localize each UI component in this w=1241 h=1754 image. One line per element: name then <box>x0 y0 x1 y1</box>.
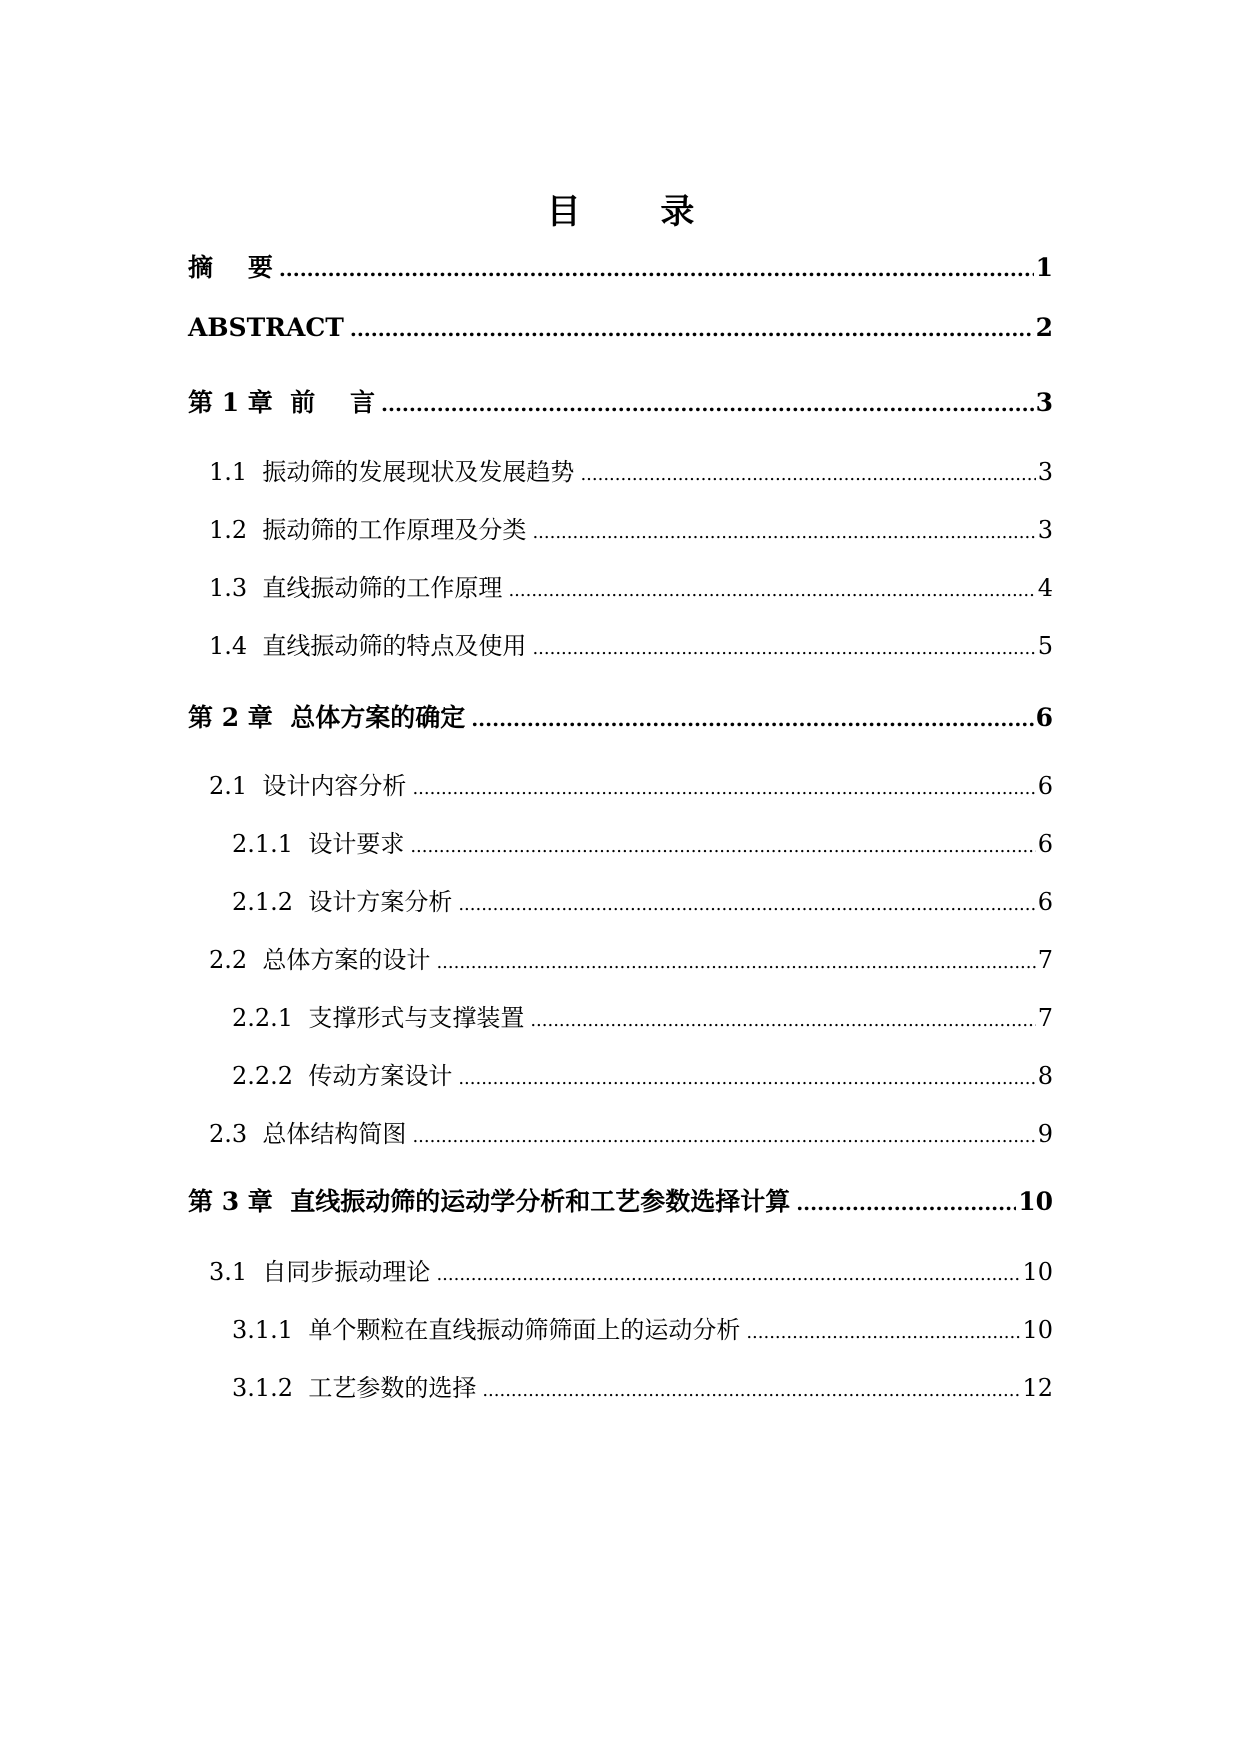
toc-leader-dots <box>436 952 1035 973</box>
toc-page-number: 10 <box>1022 1316 1053 1344</box>
toc-page-number: 10 <box>1018 1187 1053 1216</box>
toc-entry[interactable] <box>209 1252 1053 1287</box>
toc-leader-dots <box>436 1264 1020 1285</box>
toc-page-number: 6 <box>1037 888 1053 916</box>
toc-entry[interactable] <box>232 1056 1053 1091</box>
toc-entry-label: 1.3 直线振动筛的工作原理 <box>209 574 503 602</box>
toc-entry-label: 2.2 总体方案的设计 <box>209 946 431 974</box>
toc-entry-label: 3.1.1 单个颗粒在直线振动筛筛面上的运动分析 <box>232 1316 741 1344</box>
page-title: 目 录 <box>546 192 729 232</box>
toc-entry[interactable] <box>188 313 1053 342</box>
toc-entry-label: 2.1.1 设计要求 <box>232 830 405 858</box>
toc-leader-dots <box>350 317 1034 341</box>
toc-entry-label: 3.1.2 工艺参数的选择 <box>232 1374 477 1402</box>
toc-entry-label: 2.2.2 传动方案设计 <box>232 1062 453 1090</box>
toc-entry[interactable] <box>209 568 1053 603</box>
toc-page-number: 3 <box>1037 458 1053 486</box>
toc-leader-dots <box>746 1322 1020 1343</box>
toc-leader-dots <box>458 1068 1035 1089</box>
toc-entry[interactable] <box>209 452 1053 487</box>
toc-entry[interactable] <box>232 824 1053 859</box>
toc-leader-dots <box>508 580 1035 601</box>
toc-entry-label: 摘 要 <box>188 253 273 282</box>
toc-page-number: 2 <box>1035 313 1053 342</box>
toc-leader-dots <box>580 464 1035 485</box>
toc-leader-dots <box>381 392 1034 416</box>
toc-entry[interactable] <box>232 1368 1053 1403</box>
toc-page-number: 8 <box>1037 1062 1053 1090</box>
toc-entry[interactable] <box>209 510 1053 545</box>
toc-entry[interactable] <box>209 1114 1053 1149</box>
toc-entry[interactable] <box>209 940 1053 975</box>
toc-entry[interactable] <box>188 698 1053 734</box>
toc-page-number: 10 <box>1022 1258 1053 1286</box>
toc-entry-label: 3.1 自同步振动理论 <box>209 1258 431 1286</box>
toc-leader-dots <box>482 1380 1020 1401</box>
toc-entry-label: 1.4 直线振动筛的特点及使用 <box>209 632 527 660</box>
toc-entry[interactable] <box>209 766 1053 801</box>
toc-entry-label: 2.1.2 设计方案分析 <box>232 888 453 916</box>
toc-page-number: 3 <box>1037 516 1053 544</box>
toc-leader-dots <box>412 1126 1035 1147</box>
toc-entry[interactable] <box>232 998 1053 1033</box>
toc-leader-dots <box>279 257 1034 281</box>
toc-entry-label: ABSTRACT <box>188 313 344 342</box>
toc-entry-label: 第 3 章 直线振动筛的运动学分析和工艺参数选择计算 <box>188 1187 791 1216</box>
toc-entry[interactable] <box>188 383 1053 419</box>
toc-entry[interactable] <box>188 1182 1053 1218</box>
toc-leader-dots <box>458 894 1035 915</box>
toc-entry-label: 第 1 章 前 言 <box>188 388 376 417</box>
toc-leader-dots <box>471 707 1033 731</box>
toc-page-number: 7 <box>1037 1004 1053 1032</box>
toc-leader-dots <box>796 1191 1016 1215</box>
toc-entry[interactable] <box>188 248 1053 284</box>
toc-entry-label: 2.2.1 支撑形式与支撑装置 <box>232 1004 525 1032</box>
toc-page-number: 5 <box>1037 632 1053 660</box>
toc-entry-label: 1.1 振动筛的发展现状及发展趋势 <box>209 458 575 486</box>
toc-page-number: 12 <box>1022 1374 1053 1402</box>
toc-leader-dots <box>532 522 1035 543</box>
toc-page-number: 6 <box>1035 703 1053 732</box>
toc-leader-dots <box>410 836 1035 857</box>
toc-leader-dots <box>530 1010 1035 1031</box>
toc-page-number: 9 <box>1037 1120 1053 1148</box>
toc-page-number: 3 <box>1035 388 1053 417</box>
toc-entry-label: 2.1 设计内容分析 <box>209 772 407 800</box>
toc-page-number: 6 <box>1037 830 1053 858</box>
toc-entry[interactable] <box>232 882 1053 917</box>
toc-entry[interactable] <box>232 1310 1053 1345</box>
toc-entry-label: 2.3 总体结构简图 <box>209 1120 407 1148</box>
toc-entry[interactable] <box>209 626 1053 661</box>
toc-leader-dots <box>412 778 1035 799</box>
toc-page-number: 7 <box>1037 946 1053 974</box>
toc-page-number: 4 <box>1037 574 1053 602</box>
toc-entry-label: 第 2 章 总体方案的确定 <box>188 703 466 732</box>
toc-leader-dots <box>532 638 1035 659</box>
toc-page-number: 6 <box>1037 772 1053 800</box>
toc-entry-label: 1.2 振动筛的工作原理及分类 <box>209 516 527 544</box>
toc-page-number: 1 <box>1035 253 1053 282</box>
